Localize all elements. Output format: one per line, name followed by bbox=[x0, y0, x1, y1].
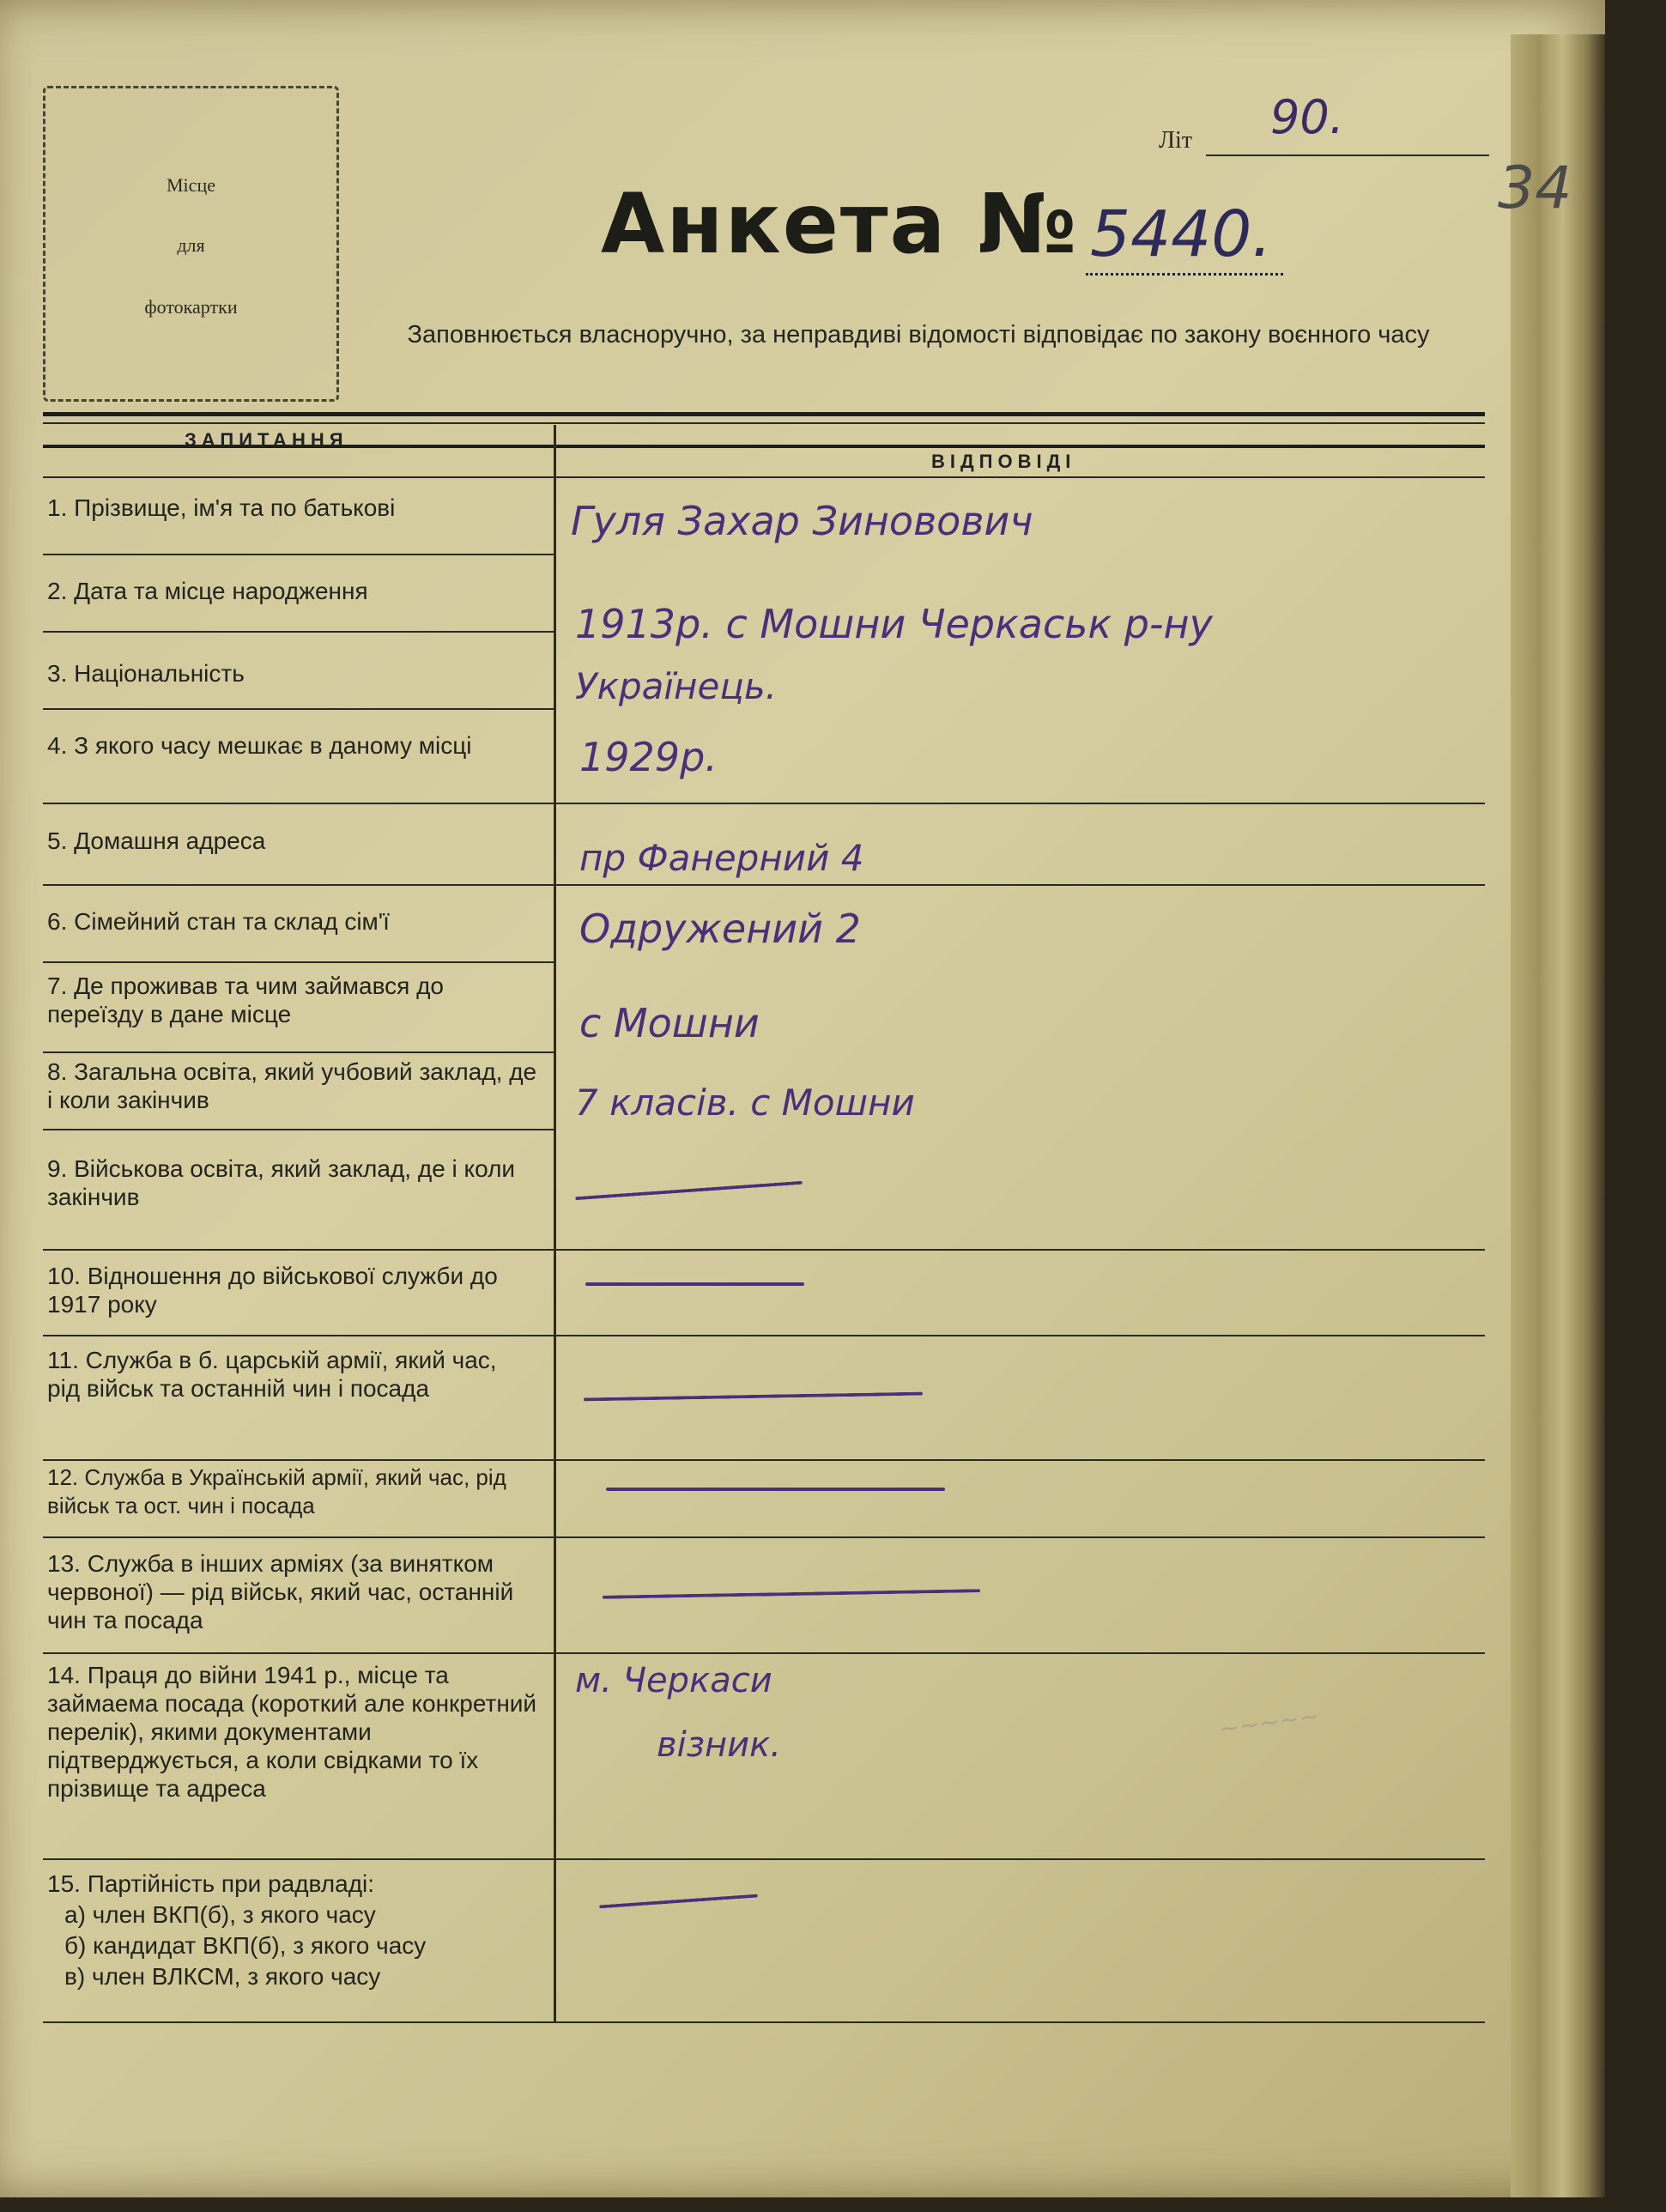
row-rule bbox=[43, 1652, 1485, 1654]
row-rule bbox=[43, 708, 554, 710]
answer-12-dash bbox=[606, 1488, 945, 1491]
table-top-rule-2 bbox=[43, 422, 1485, 424]
row-rule bbox=[43, 803, 1485, 804]
question-15: 15. Партійність при радвладі: bbox=[47, 1870, 375, 1897]
question-9: 9. Військова освіта, який заклад, де і коли закінчив bbox=[47, 1155, 516, 1210]
answer-1: Гуля Захар Зиновович bbox=[571, 498, 1033, 544]
answer-5: пр Фанерний 4 bbox=[579, 837, 864, 879]
answer-9-dash bbox=[575, 1181, 803, 1200]
corner-number: 34 bbox=[1498, 155, 1572, 222]
row-rule bbox=[43, 1459, 1485, 1461]
question-2: 2. Дата та місце народження bbox=[47, 578, 368, 604]
row-rule bbox=[43, 1858, 1485, 1860]
question-6: 6. Сімейний стан та склад сім'ї bbox=[47, 908, 390, 935]
question-4: 4. З якого часу мешкає в даному місці bbox=[47, 732, 472, 759]
answer-2: 1913р. с Мошни Черкаськ р-ну bbox=[575, 601, 1213, 647]
row-rule bbox=[43, 1249, 1485, 1251]
answer-4: 1929р. bbox=[579, 734, 718, 780]
subtitle: Заповнюється власноручно, за неправдиві відомості відповідає по закону воєнного часу bbox=[407, 321, 1430, 348]
lit-label: Літ bbox=[1159, 127, 1193, 154]
photo-label-3: фотокартки bbox=[144, 296, 238, 318]
header-questions: ЗАПИТАННЯ bbox=[185, 429, 348, 451]
header-answers: ВІДПОВІДІ bbox=[931, 451, 1076, 472]
answer-7: с Мошни bbox=[579, 1000, 760, 1046]
answer-14-line1: м. Черкаси bbox=[575, 1661, 772, 1700]
answer-8: 7 класів. с Мошни bbox=[575, 1082, 915, 1124]
answer-11-dash bbox=[584, 1392, 923, 1402]
row-rule bbox=[43, 554, 554, 555]
table-top-rule bbox=[43, 412, 1485, 416]
page-title: Анкета № bbox=[601, 176, 1079, 272]
column-divider bbox=[554, 425, 556, 2021]
form-number: 5440. bbox=[1090, 197, 1272, 271]
question-8: 8. Загальна освіта, який учбовий заклад, де і коли закінчив bbox=[47, 1058, 537, 1113]
row-rule bbox=[43, 1335, 1485, 1336]
answer-14-line2: візник. bbox=[657, 1725, 781, 1765]
question-15c: в) член ВЛКСМ, з якого часу bbox=[64, 1963, 381, 1990]
row-rule bbox=[43, 2021, 1485, 2023]
row-rule bbox=[43, 1051, 554, 1053]
answer-3: Українець. bbox=[575, 665, 778, 707]
photo-label-2: для bbox=[177, 234, 205, 256]
answer-6: Одружений 2 bbox=[579, 906, 861, 952]
row-rule bbox=[43, 1129, 554, 1130]
question-3: 3. Національність bbox=[47, 660, 245, 687]
row-rule bbox=[43, 631, 554, 633]
lit-value: 90. bbox=[1270, 90, 1344, 144]
row-rule bbox=[43, 1536, 1485, 1538]
question-5: 5. Домашня адреса bbox=[47, 827, 266, 854]
question-15b: б) кандидат ВКП(б), з якого часу bbox=[64, 1932, 427, 1959]
answer-10-dash bbox=[585, 1282, 804, 1286]
row-rule bbox=[43, 884, 1485, 886]
question-12: 12. Служба в Українській армії, який час, рід військ та ост. чин і посада bbox=[47, 1464, 506, 1518]
page-edge bbox=[1511, 34, 1605, 2197]
question-1: 1. Прізвище, ім'я та по батькові bbox=[47, 494, 396, 521]
faint-stamp: ~~~~~ bbox=[1217, 1700, 1322, 1744]
question-7: 7. Де проживав та чим займався до переїзду в дане місце bbox=[47, 973, 444, 1027]
question-11: 11. Служба в б. царській армії, який час, рід військ та останній чин і посада bbox=[47, 1347, 497, 1402]
row-rule bbox=[43, 476, 1485, 478]
question-13: 13. Служба в інших арміях (за винятком червоної) — рід військ, який час, останній чин та посада bbox=[47, 1550, 514, 1633]
photo-placeholder bbox=[43, 86, 339, 402]
photo-label-1: Місце bbox=[167, 174, 215, 196]
question-15a: а) член ВКП(б), з якого часу bbox=[64, 1901, 376, 1928]
lit-line bbox=[1206, 155, 1489, 156]
answer-13-dash bbox=[603, 1589, 980, 1599]
row-rule bbox=[43, 961, 554, 963]
answer-15-dash bbox=[599, 1894, 758, 1909]
question-10: 10. Відношення до військової служби до 1917 року bbox=[47, 1263, 498, 1318]
question-14: 14. Праця до війни 1941 р., місце та займаема посада (короткий але конкретний перелік), якими документами підтверджується, а коли свідками то їх прізвище та адреса bbox=[47, 1662, 537, 1802]
form-number-underline bbox=[1086, 273, 1283, 276]
